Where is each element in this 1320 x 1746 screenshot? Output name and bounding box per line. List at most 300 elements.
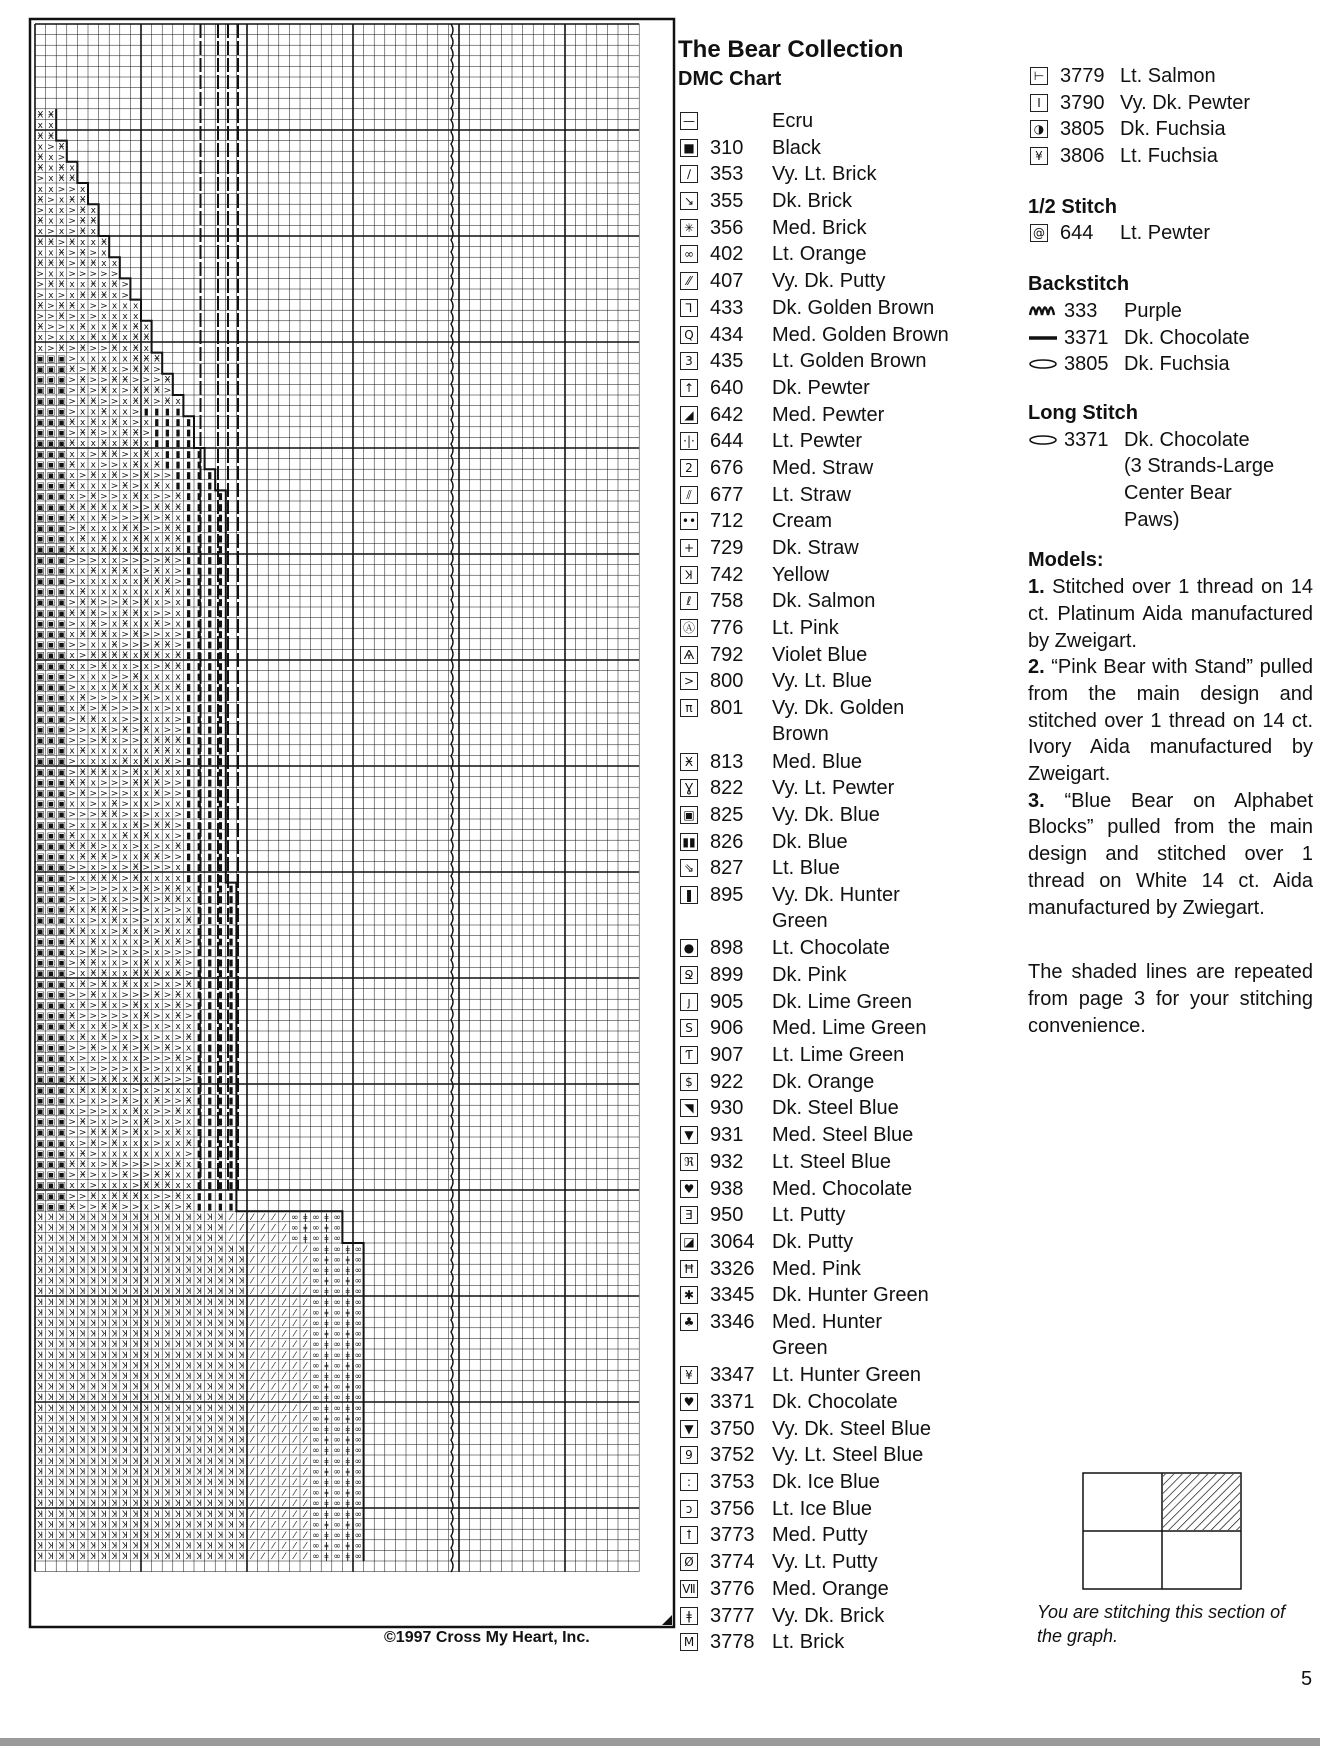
thread-code: 3750 xyxy=(710,1417,755,1440)
stitch-mark: Ʞ xyxy=(185,1350,192,1361)
stitch-symbol-icon: ▮▮ xyxy=(680,833,698,851)
stitch-mark: Ʞ xyxy=(58,1467,65,1478)
stitch-mark: ▮ xyxy=(207,566,213,577)
stitch-mark: ▣ xyxy=(57,577,66,587)
stitch-mark: ⁄ xyxy=(304,1329,307,1340)
stitch-symbol-icon: ǂ xyxy=(680,1607,698,1625)
stitch-mark: Ʞ xyxy=(122,1234,128,1245)
stitch-mark: Ʞ xyxy=(122,1361,128,1372)
stitch-mark: ▮ xyxy=(218,1096,223,1107)
stitch-mark: ▣ xyxy=(57,1085,66,1096)
stitch-mark: Ӿ xyxy=(58,343,65,354)
stitch-symbol-icon: ♥ xyxy=(680,1393,698,1411)
stitch-mark: ▮ xyxy=(196,1001,202,1011)
stitch-mark: Ʞ xyxy=(90,1276,97,1287)
stitch-mark: Ʞ xyxy=(37,1244,44,1255)
stitch-mark: Ʞ xyxy=(37,1308,44,1319)
stitch-mark: ▮ xyxy=(207,1117,213,1128)
thread-name: Med. Pewter xyxy=(772,403,885,426)
thread-code: 905 xyxy=(710,990,744,1013)
thread-code: 3806 xyxy=(1060,145,1105,168)
stitch-mark: > xyxy=(131,948,140,958)
stitch-mark: ▣ xyxy=(46,969,56,980)
stitch-mark: ∞ xyxy=(312,1531,320,1541)
stitch-mark: Ʞ xyxy=(111,1372,118,1382)
stitch-mark: > xyxy=(142,502,151,513)
stitch-mark: Ʞ xyxy=(101,1467,107,1478)
stitch-mark: > xyxy=(110,396,119,407)
stitch-mark: Ӿ xyxy=(79,290,86,301)
stitch-mark: > xyxy=(131,481,140,492)
stitch-mark: Ӿ xyxy=(58,312,65,322)
stitch-mark: x xyxy=(80,916,86,927)
stitch-mark: x xyxy=(175,608,181,619)
legend-list xyxy=(678,108,1038,1656)
stitch-mark: ▮ xyxy=(228,926,234,937)
stitch-mark: ▮ xyxy=(207,1085,213,1096)
stitch-mark: x xyxy=(111,577,118,587)
stitch-mark: Ӿ xyxy=(153,577,160,587)
stitch-mark: x xyxy=(69,661,75,672)
stitch-mark: Ӿ xyxy=(90,418,97,428)
stitch-mark: > xyxy=(153,693,161,704)
stitch-mark: Ӿ xyxy=(69,418,76,428)
stitch-mark: ▣ xyxy=(46,884,56,895)
stitch-mark: ∞ xyxy=(312,1213,320,1223)
stitch-mark: Ӿ xyxy=(90,502,97,513)
stitch-mark: Ʞ xyxy=(132,1244,139,1255)
stitch-mark: Ʞ xyxy=(101,1393,107,1404)
stitch-mark: > xyxy=(68,767,76,778)
stitch-mark: Ӿ xyxy=(100,386,107,397)
stitch-mark: Ʞ xyxy=(122,1541,128,1552)
stitch-mark: Ӿ xyxy=(69,926,76,937)
stitch-mark: Ʞ xyxy=(185,1552,192,1563)
stitch-mark: Ӿ xyxy=(79,375,86,386)
stitch-mark: ǂ xyxy=(345,1456,350,1467)
stitch-mark: ∞ xyxy=(312,1329,320,1340)
thread-code: 3756 xyxy=(710,1497,755,1520)
stitch-mark: ⁄ xyxy=(293,1287,296,1298)
stitch-mark: ▣ xyxy=(36,863,45,874)
stitch-symbol-icon: ɔ xyxy=(680,1500,698,1518)
stitch-mark: x xyxy=(133,852,139,863)
stitch-mark: > xyxy=(100,842,108,852)
stitch-mark: Ʞ xyxy=(37,1403,44,1414)
stitch-mark: Ʞ xyxy=(185,1403,192,1414)
stitch-mark: Ӿ xyxy=(175,969,182,980)
stitch-mark: Ӿ xyxy=(153,852,160,863)
stitch-mark: Ʞ xyxy=(196,1435,203,1446)
stitch-mark: x xyxy=(58,333,65,344)
stitch-mark: x xyxy=(80,969,86,980)
stitch-mark: Ʞ xyxy=(69,1435,75,1446)
stitch-mark: Ʞ xyxy=(228,1499,234,1510)
stitch-mark: Ʞ xyxy=(111,1223,118,1234)
stitch-mark: > xyxy=(174,630,182,640)
thread-code: 932 xyxy=(710,1150,744,1173)
stitch-mark: ▣ xyxy=(46,863,56,874)
stitch-mark: ⁄ xyxy=(283,1478,285,1488)
stitch-mark: x xyxy=(111,1107,118,1117)
stitch-mark: Ӿ xyxy=(100,704,107,715)
stitch-mark: x xyxy=(101,1149,107,1160)
stitch-mark: ∞ xyxy=(312,1350,320,1361)
thread-name: Dk. Ice Blue xyxy=(772,1471,880,1494)
stitch-mark: ǂ xyxy=(324,1552,329,1563)
stitch-mark: Ӿ xyxy=(153,566,160,577)
stitch-mark: ▮ xyxy=(207,746,213,757)
thread-name: Dk. Fuchsia xyxy=(1124,353,1230,376)
stitch-mark: > xyxy=(100,269,108,280)
stitch-mark: ▣ xyxy=(57,418,66,428)
stitch-mark: ▣ xyxy=(57,979,66,990)
stitch-mark: Ʞ xyxy=(207,1425,213,1435)
stitch-mark: Ӿ xyxy=(100,407,107,418)
stitch-mark: > xyxy=(100,863,108,874)
stitch-mark: ⁄ xyxy=(293,1329,296,1340)
stitch-mark: ▣ xyxy=(46,1160,56,1170)
thread-code: 898 xyxy=(710,937,744,960)
stitch-mark: Ʞ xyxy=(207,1266,213,1276)
thread-code: 310 xyxy=(710,136,744,159)
thread-code: 644 xyxy=(710,430,744,453)
stitch-mark: > xyxy=(110,948,119,958)
stitch-mark: ∞ xyxy=(333,1467,341,1478)
stitch-mark: ▮ xyxy=(196,683,202,693)
stitch-mark: ▣ xyxy=(57,354,66,365)
thread-name: Vy. Lt. Steel Blue xyxy=(772,1444,924,1467)
stitch-mark: > xyxy=(36,290,45,301)
stitch-mark: Ӿ xyxy=(100,767,107,778)
stitch-mark: x xyxy=(133,619,139,630)
stitch-mark: Ʞ xyxy=(154,1499,160,1510)
stitch-mark: > xyxy=(68,1191,76,1202)
stitch-mark: Ʞ xyxy=(79,1350,86,1361)
stitch-mark: Ӿ xyxy=(69,513,76,524)
stitch-mark: Ӿ xyxy=(122,831,129,842)
stitch-mark: > xyxy=(174,948,182,958)
stitch-mark: ⁄ xyxy=(262,1393,264,1404)
stitch-mark: > xyxy=(68,343,76,354)
stitch-mark: Ӿ xyxy=(175,651,182,662)
stitch-mark: Ʞ xyxy=(217,1393,224,1404)
stitch-mark: Ʞ xyxy=(207,1382,213,1393)
stitch-mark: > xyxy=(131,990,140,1001)
stitch-mark: Ʞ xyxy=(132,1456,139,1467)
thread-name: Vy. Dk. Brick xyxy=(772,1604,885,1627)
stitch-mark: x xyxy=(122,545,128,556)
stitch-mark: ⁄ xyxy=(283,1552,285,1563)
stitch-mark: ▣ xyxy=(46,1128,56,1139)
stitch-mark: ▮ xyxy=(186,598,192,609)
stitch-mark: > xyxy=(142,948,151,958)
stitch-mark: > xyxy=(78,492,87,503)
stitch-mark: Ʞ xyxy=(217,1255,224,1266)
stitch-mark: ⁄ xyxy=(262,1350,264,1361)
stitch-mark: x xyxy=(69,916,75,927)
stitch-mark: ▣ xyxy=(57,926,66,937)
wave-line-icon xyxy=(1028,301,1058,321)
stitch-mark: Ʞ xyxy=(132,1234,139,1245)
stitch-mark: > xyxy=(163,990,172,1001)
stitch-mark: ▮ xyxy=(186,842,192,852)
stitch-mark: Ӿ xyxy=(132,322,139,333)
stitch-mark: Ʞ xyxy=(164,1509,171,1520)
stitch-mark: ▣ xyxy=(57,545,66,556)
stitch-mark: Ʞ xyxy=(37,1372,44,1382)
stitch-mark: ▮ xyxy=(207,502,213,513)
stitch-mark: Ʞ xyxy=(143,1266,150,1276)
stitch-mark: Ʞ xyxy=(143,1213,150,1223)
stitch-mark: Ӿ xyxy=(132,1191,139,1202)
stitch-mark: Ʞ xyxy=(79,1403,86,1414)
stitch-mark: ▣ xyxy=(57,789,66,799)
stitch-mark: ▣ xyxy=(46,418,56,428)
stitch-mark: Ʞ xyxy=(143,1478,150,1488)
stitch-mark: x xyxy=(164,481,171,492)
stitch-mark: Ӿ xyxy=(90,280,97,291)
stitch-mark: x xyxy=(133,301,139,312)
stitch-mark: x xyxy=(48,153,54,163)
stitch-mark: Ʞ xyxy=(111,1329,118,1340)
stitch-mark: ▣ xyxy=(57,767,66,778)
stitch-mark: Ʞ xyxy=(111,1403,118,1414)
stitch-mark: Ӿ xyxy=(122,979,129,990)
model-item xyxy=(1028,654,1313,788)
stitch-mark: ⁄ xyxy=(262,1372,264,1382)
stitch-mark: Ʞ xyxy=(228,1329,234,1340)
legend-row xyxy=(678,775,1038,802)
stitch-mark: Ʞ xyxy=(111,1446,118,1457)
stitch-mark: > xyxy=(36,312,45,322)
stitch-mark: ⁄ xyxy=(304,1456,307,1467)
stitch-mark: ▣ xyxy=(36,873,45,884)
stitch-mark: ▣ xyxy=(46,513,56,524)
stitch-mark: Ʞ xyxy=(101,1350,107,1361)
stitch-mark: Ӿ xyxy=(132,343,139,354)
thread-code: 3371 xyxy=(1064,326,1109,349)
stitch-mark: > xyxy=(121,555,129,566)
stitch-mark: Ӿ xyxy=(175,937,182,948)
stitch-mark: Ӿ xyxy=(132,396,139,407)
stitch-mark: ⁄ xyxy=(251,1308,254,1319)
stitch-mark: ▣ xyxy=(36,905,45,916)
stitch-mark: ∞ xyxy=(312,1541,320,1552)
stitch-mark: x xyxy=(143,1107,149,1117)
stitch-mark: x xyxy=(37,184,43,195)
stitch-mark: Ʞ xyxy=(122,1287,128,1298)
stitch-mark: Ӿ xyxy=(164,661,171,672)
stitch-mark: ▣ xyxy=(57,619,66,630)
stitch-mark: Ӿ xyxy=(143,926,150,937)
stitch-mark: ▮ xyxy=(228,1032,234,1043)
stitch-mark: Ʞ xyxy=(79,1393,86,1404)
stitch-mark: ▮ xyxy=(218,1181,223,1192)
stitch-mark: > xyxy=(142,428,151,439)
stitch-mark: Ӿ xyxy=(90,937,97,948)
stitch-mark: ▮ xyxy=(228,884,234,895)
stitch-mark: > xyxy=(153,1117,161,1128)
stitch-mark: > xyxy=(153,1032,161,1043)
stitch-mark: x xyxy=(90,1032,96,1043)
stitch-mark: Ӿ xyxy=(69,1202,76,1213)
stitch-mark: ∞ xyxy=(333,1499,341,1510)
stitch-mark: ▮ xyxy=(196,545,202,556)
stitch-mark: > xyxy=(68,714,76,725)
stitch-mark: Ʞ xyxy=(48,1329,54,1340)
stitch-mark: Ʞ xyxy=(48,1372,54,1382)
stitch-mark: Ӿ xyxy=(90,566,97,577)
stitch-mark: Ʞ xyxy=(48,1287,54,1298)
stitch-mark: ∞ xyxy=(354,1552,363,1563)
stitch-mark: x xyxy=(143,746,149,757)
stitch-symbol-icon: Ⅶ xyxy=(680,1580,698,1598)
stitch-mark: Ӿ xyxy=(100,449,107,460)
stitch-mark: Ӿ xyxy=(153,990,160,1001)
stitch-mark: x xyxy=(80,1022,86,1033)
stitch-mark: Ӿ xyxy=(58,142,65,153)
thread-code: 3790 xyxy=(1060,91,1105,114)
stitch-mark: x xyxy=(69,471,75,481)
stitch-mark: Ʞ xyxy=(217,1213,224,1223)
stitch-mark: > xyxy=(68,990,76,1001)
stitch-mark: Ʞ xyxy=(143,1340,150,1351)
stitch-mark: ▮ xyxy=(218,1064,223,1075)
stitch-mark: ⁄ xyxy=(304,1382,307,1393)
stitch-mark: x xyxy=(154,905,160,916)
stitch-mark: ∞ xyxy=(333,1223,341,1234)
stitch-mark: ▣ xyxy=(57,534,66,545)
stitch-mark: ▮ xyxy=(228,1149,234,1160)
stitch-mark: ▣ xyxy=(46,439,56,450)
stitch-mark: > xyxy=(153,471,161,481)
stitch-mark: ▣ xyxy=(46,725,56,736)
stitch-mark: ⁄ xyxy=(251,1541,254,1552)
stitch-mark: Ʞ xyxy=(164,1361,171,1372)
thread-code: 3778 xyxy=(710,1631,755,1654)
stitch-mark: ▮ xyxy=(186,714,192,725)
stitch-mark: x xyxy=(101,926,107,937)
thread-name: Lt. Chocolate xyxy=(772,937,890,960)
stitch-mark: Ӿ xyxy=(175,736,182,746)
stitch-mark: ⁄ xyxy=(262,1213,264,1223)
stitch-mark: ⁄ xyxy=(251,1520,254,1531)
stitch-mark: > xyxy=(121,767,129,778)
stitch-mark: ⁄ xyxy=(230,1223,232,1234)
stitch-mark: ⁄ xyxy=(262,1266,264,1276)
stitch-mark: > xyxy=(163,1096,172,1107)
stitch-mark: > xyxy=(131,916,140,927)
stitch-mark: ▮ xyxy=(196,577,202,587)
stitch-mark: ⁄ xyxy=(272,1308,275,1319)
stitch-symbol-icon: $ xyxy=(680,1073,698,1091)
stitch-mark: ⁄ xyxy=(272,1213,275,1223)
thread-code: 813 xyxy=(710,750,744,773)
stitch-mark: ▣ xyxy=(36,354,45,365)
stitch-mark: > xyxy=(89,375,98,386)
stitch-mark: Ӿ xyxy=(90,905,97,916)
stitch-mark: Ʞ xyxy=(90,1244,97,1255)
stitch-mark: Ʞ xyxy=(238,1308,245,1319)
stitch-mark: Ʞ xyxy=(164,1478,171,1488)
stitch-mark: x xyxy=(175,873,181,884)
stitch-mark: ∞ xyxy=(333,1255,341,1266)
legend-row xyxy=(678,348,1038,375)
stitch-mark: x xyxy=(175,619,181,630)
thread-name: Dk. Chocolate xyxy=(1124,326,1250,349)
stitch-mark: ▮ xyxy=(165,449,170,460)
thread-code: 776 xyxy=(710,617,744,640)
stitch-mark: > xyxy=(57,184,66,195)
thread-name: Lt. Lime Green xyxy=(772,1044,905,1067)
stitch-mark: Ӿ xyxy=(79,842,86,852)
stitch-mark: Ʞ xyxy=(207,1223,213,1234)
stitch-mark: Ʞ xyxy=(111,1456,118,1467)
stitch-mark: Ӿ xyxy=(79,778,86,789)
stitch-mark: ⁄ xyxy=(272,1435,275,1446)
stitch-mark: Ӿ xyxy=(90,1138,97,1149)
stitch-mark: ▣ xyxy=(46,587,56,598)
stitch-mark: ▣ xyxy=(57,1128,66,1139)
stitch-mark: Ʞ xyxy=(101,1255,107,1266)
stitch-mark: ▮ xyxy=(207,492,213,503)
stitch-mark: Ӿ xyxy=(79,746,86,757)
stitch-mark: Ʞ xyxy=(58,1255,65,1266)
stitch-mark: ∞ xyxy=(333,1435,341,1446)
stitch-mark: > xyxy=(100,396,108,407)
stitch-mark: x xyxy=(133,979,139,990)
stitch-mark: > xyxy=(153,1202,161,1213)
stitch-mark: x xyxy=(133,683,139,693)
stitch-mark: ▮ xyxy=(207,651,213,662)
stitch-mark: Ʞ xyxy=(58,1382,65,1393)
stitch-mark: Ʞ xyxy=(207,1361,213,1372)
stitch-mark: ⁄ xyxy=(304,1499,307,1510)
stitch-mark: > xyxy=(78,884,87,895)
stitch-mark: ▮ xyxy=(186,630,192,640)
stitch-mark: Ʞ xyxy=(101,1456,107,1467)
stitch-mark: ⁄ xyxy=(283,1509,285,1520)
stitch-mark: ∞ xyxy=(312,1435,320,1446)
stitch-mark: Ӿ xyxy=(143,831,150,842)
stitch-mark: ▣ xyxy=(57,1181,66,1192)
stitch-mark: x xyxy=(143,661,149,672)
stitch-mark: x xyxy=(101,259,107,269)
stitch-mark: x xyxy=(164,937,171,948)
stitch-mark: Ӿ xyxy=(132,1075,139,1086)
stitch-mark: Ӿ xyxy=(185,1064,192,1075)
stitch-mark: x xyxy=(111,428,118,439)
stitch-mark: Ӿ xyxy=(111,545,118,556)
stitch-mark: x xyxy=(101,333,107,344)
stitch-mark: x xyxy=(154,714,160,725)
stitch-mark: ⁄ xyxy=(283,1531,285,1541)
stitch-mark: ▮ xyxy=(186,767,192,778)
oval-line-icon xyxy=(1028,430,1058,450)
stitch-mark: Ʞ xyxy=(164,1234,171,1245)
stitch-mark: Ʞ xyxy=(79,1446,86,1457)
stitch-mark: Ʞ xyxy=(37,1531,44,1541)
stitch-mark: Ӿ xyxy=(164,640,171,651)
stitch-mark: Ӿ xyxy=(143,333,150,344)
stitch-mark: ǂ xyxy=(345,1520,350,1531)
stitch-mark: Ʞ xyxy=(238,1329,245,1340)
stitch-mark: ▣ xyxy=(36,492,45,503)
stitch-mark: x xyxy=(164,1064,171,1075)
stitch-mark: > xyxy=(121,513,129,524)
stitch-mark: x xyxy=(122,1085,128,1096)
